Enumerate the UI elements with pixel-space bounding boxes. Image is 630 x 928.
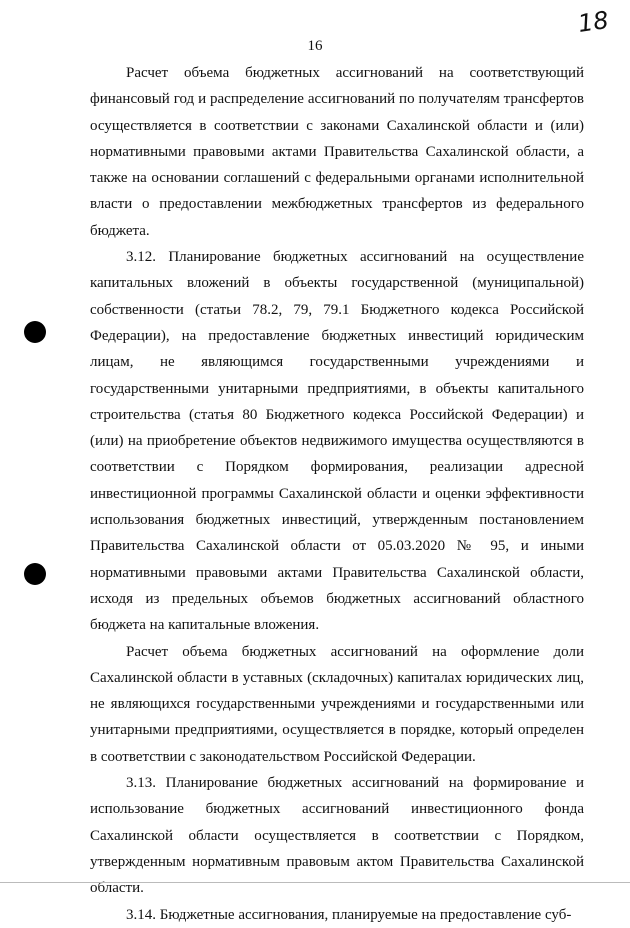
punch-hole-top — [24, 321, 46, 343]
paragraph-3-14: 3.14. Бюджетные ассигнования, планируемые на предоставление суб- — [126, 906, 572, 923]
paragraph-transfers-calculation: Расчет объема бюджетных ассигнований на соответствующий финансовый год и распределение ассигнований по получателям трансфертов осуществляется в соответствии с законами Сахалинской области и (или) нормативными правовыми актами Правительства Сахалинской области, а также на основании соглашений с федеральными органами исполнительной власти о предоставлении межбюджетных трансфертов из федерального бюджета. — [90, 65, 584, 239]
bottom-divider — [0, 882, 630, 883]
punch-hole-bottom — [24, 563, 46, 585]
paragraph-3-13: 3.13. Планирование бюджетных ассигнований на формирование и использование бюджетных ассигнований инвестиционного фонда Сахалинской области осуществляется в соответствии с Порядком, утвержденным нормативным правовым актом Правительства Сахалинской области. — [90, 775, 584, 897]
paragraph-share-capital: Расчет объема бюджетных ассигнований на оформление доли Сахалинской области в уставных (складочных) капиталах юридических лиц, не являющихся государственными учреждениями и государственными или унитарными предприятиями, осуществляется в порядке, который определен в соответствии с законодательством Российской Федерации. — [90, 643, 584, 765]
paragraph-3-12: 3.12. Планирование бюджетных ассигнований на осуществление капитальных вложений в объекты государственной (муниципальной) собственности (статьи 78.2, 79, 79.1 Бюджетного кодекса Российской Федерации), на предоставление бюджетных инвестиций юридическим лицам, не являющимся государственными учреждениями и государственными унитарными предприятиями, в объекты капитального строительства (статья 80 Бюджетного кодекса Российской Федерации) и (или) на приобретение объектов недвижимого имущества осуществляются в соответствии с Порядком формирования, реализации адресной инвестиционной программы Сахалинской области и оценки эффективности использования бюджетных инвестиций, утвержденным постановлением Правительства Сахалинской области от 05.03.2020 № 95, и иными нормативными правовыми актами Правительства Сахалинской области, исходя из предельных объемов бюджетных ассигнований областного бюджета на капитальные вложения. — [90, 249, 584, 634]
page-number: 16 — [307, 38, 323, 54]
document-body — [90, 60, 584, 928]
handwritten-page-number: 18 — [576, 6, 611, 38]
